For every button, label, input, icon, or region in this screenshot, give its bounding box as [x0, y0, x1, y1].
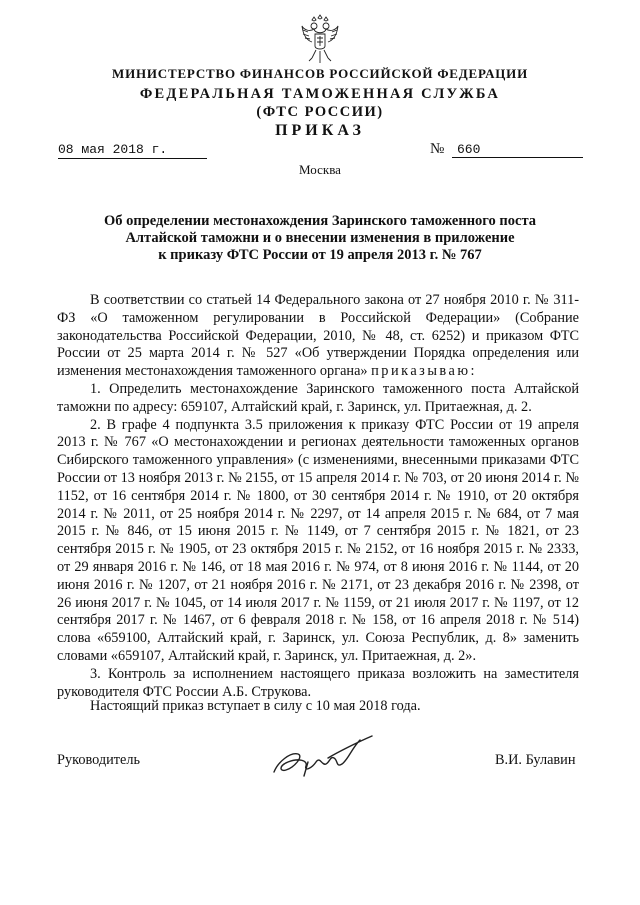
document-type-heading: ПРИКАЗ [275, 122, 365, 139]
preamble-text: В соответствии со статьей 14 Федерального закона от 27 ноября 2010 г. № 311-ФЗ «О таможенном регулировании в Российской Федерации» (Собрание законодательства Российской Федерации, 2010, № 48, ст. 6252) и приказом ФТС России от 25 марта 2014 г. № 527 «Об утверждении Порядка определения или изменения местонахождения таможенного органа» [57, 292, 579, 380]
city-label: Москва [299, 162, 341, 177]
order-date: 08 мая 2018 г. [58, 141, 207, 159]
number-sign: № [430, 141, 445, 157]
coat-of-arms-emblem [300, 14, 340, 66]
item-3-paragraph: 3. Контроль за исполнением настоящего приказа возложить на заместителя руководителя ФТС России А.Б. Струкова. [57, 665, 579, 700]
service-short-heading: (ФТС РОССИИ) [256, 104, 384, 120]
preamble-paragraph [57, 292, 579, 381]
order-number: 660 [452, 141, 583, 158]
item-2-paragraph: 2. В графе 4 подпункта 3.5 приложения к приказу ФТС России от 19 апреля 2013 г. № 767 «О местонахождении и регионах деятельности таможенных органов Сибирского таможенного управления» (с изменениями, внесенными приказами ФТС России от 13 ноября 2013 г. № 2155, от 15 апреля 2014 г. № 703, от 20 июня 2014 г. № 1152, от 16 сентября 2014 г. № 1800, от 30 сентября 2014 г. № 1910, от 20 октября 2014 г. № 2011, от 25 ноября 2014 г. № 2297, от 14 апреля 2015 г. № 684, от 7 мая 2015 г. № 846, от 15 июня 2015 г. № 1149, от 7 сентября 2015 г. № 1821, от 23 сентября 2015 г. № 1905, от 23 октября 2015 г. № 2152, от 16 ноября 2015 г. № 2333, от 29 января 2016 г. № 146, от 18 мая 2016 г. № 974, от 8 июня 2016 г. № 1144, от 20 июня 2016 г. № 1207, от 21 ноября 2016 г. № 2171, от 23 декабря 2016 г. № 2398, от 26 июня 2017 г. № 1045, от 14 июля 2017 г. № 1159, от 21 июля 2017 г. № 1197, от 12 сентября 2017 г. № 1467, от 6 февраля 2018 г. № 158, от 16 апреля 2018 г. № 514) слова «659100, Алтайский край, г. Заринск, ул. Союза Республик, д. 8» заменить словами «659107, Алтайский край, г. Заринск, ул. Притаежная, д. 2». [57, 416, 579, 664]
document-title-line-3: к приказу ФТС России от 19 апреля 2013 г. № 767 [158, 247, 482, 263]
signatory-name: В.И. Булавин [495, 752, 576, 768]
service-heading: ФЕДЕРАЛЬНАЯ ТАМОЖЕННАЯ СЛУЖБА [139, 86, 501, 102]
effective-date-statement: Настоящий приказ вступает в силу с 10 мая 2018 года. [90, 698, 421, 714]
order-word: приказываю: [371, 363, 477, 380]
ministry-heading: МИНИСТЕРСТВО ФИНАНСОВ РОССИЙСКОЙ ФЕДЕРАЦИИ [112, 66, 528, 81]
signatory-role: Руководитель [57, 752, 141, 768]
document-title-line-1: Об определении местонахождения Заринского таможенного поста [103, 213, 536, 229]
handwritten-signature [268, 732, 378, 780]
item-1-paragraph: 1. Определить местонахождение Заринского таможенного поста Алтайской таможни по адресу: 659107, Алтайский край, г. Заринск, ул. Притаежная, д. 2. [57, 380, 579, 415]
document-title-line-2: Алтайской таможни и о внесении изменения в приложение [125, 230, 515, 246]
document-body [57, 292, 579, 701]
